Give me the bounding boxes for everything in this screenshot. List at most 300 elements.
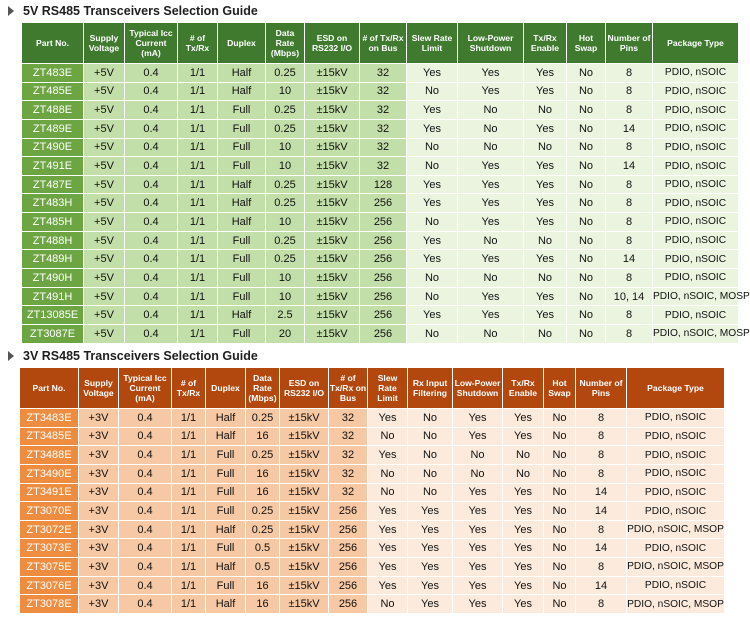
cell-slew-rate-limit: Yes bbox=[407, 176, 457, 194]
cell-number-of-pins: 8 bbox=[606, 194, 652, 212]
cell-of-tx-rx: 1/1 bbox=[178, 269, 217, 287]
cell-number-of-pins: 14 bbox=[576, 539, 626, 557]
cell-low-power-shutdown: No bbox=[453, 465, 502, 483]
cell-low-power-shutdown: Yes bbox=[458, 83, 523, 101]
column-header-of-tx-rx: # of Tx/Rx bbox=[172, 368, 205, 408]
table-row bbox=[20, 409, 724, 427]
table-row bbox=[22, 325, 738, 343]
guide-3v-title bbox=[8, 349, 258, 363]
table-row bbox=[20, 521, 724, 539]
column-header-part-no: Part No. bbox=[20, 368, 78, 408]
part-number-cell: ZT485H bbox=[22, 213, 83, 231]
cell-of-tx-rx-on-bus: 32 bbox=[360, 83, 406, 101]
cell-package-type: PDIO, nSOIC bbox=[627, 484, 724, 502]
cell-rx-input-filtering: Yes bbox=[408, 558, 452, 576]
column-header-esd-on-rs232-i-o: ESD on RS232 I/O bbox=[305, 23, 359, 63]
cell-typical-icc-current-ma: 0.4 bbox=[119, 595, 171, 613]
cell-low-power-shutdown: No bbox=[458, 232, 523, 250]
table-row bbox=[22, 288, 738, 306]
cell-tx-rx-enable: Yes bbox=[524, 64, 566, 82]
cell-of-tx-rx: 1/1 bbox=[178, 101, 217, 119]
cell-supply-voltage: +5V bbox=[84, 139, 124, 157]
cell-esd-on-rs232-i-o: ±15kV bbox=[280, 521, 328, 539]
cell-supply-voltage: +5V bbox=[84, 83, 124, 101]
cell-package-type: PDIO, nSOIC bbox=[653, 139, 738, 157]
cell-number-of-pins: 14 bbox=[606, 157, 652, 175]
cell-slew-rate-limit: No bbox=[407, 213, 457, 231]
cell-hot-swap: No bbox=[567, 157, 605, 175]
cell-number-of-pins: 8 bbox=[576, 465, 626, 483]
table-header-row bbox=[20, 368, 724, 408]
cell-number-of-pins: 8 bbox=[606, 176, 652, 194]
cell-duplex: Half bbox=[218, 83, 265, 101]
cell-of-tx-rx: 1/1 bbox=[178, 64, 217, 82]
cell-data-rate-mbps: 0.25 bbox=[266, 232, 304, 250]
cell-low-power-shutdown: No bbox=[458, 101, 523, 119]
cell-hot-swap: No bbox=[567, 120, 605, 138]
cell-supply-voltage: +5V bbox=[84, 288, 124, 306]
cell-low-power-shutdown: Yes bbox=[458, 194, 523, 212]
cell-esd-on-rs232-i-o: ±15kV bbox=[305, 232, 359, 250]
cell-hot-swap: No bbox=[544, 484, 575, 502]
cell-package-type: PDIO, nSOIC bbox=[653, 120, 738, 138]
cell-hot-swap: No bbox=[544, 521, 575, 539]
table-row bbox=[22, 157, 738, 175]
cell-duplex: Half bbox=[218, 64, 265, 82]
part-number-cell: ZT489E bbox=[22, 120, 83, 138]
cell-hot-swap: No bbox=[567, 250, 605, 268]
table-row bbox=[22, 269, 738, 287]
part-number-cell: ZT483H bbox=[22, 194, 83, 212]
column-header-hot-swap: Hot Swap bbox=[567, 23, 605, 63]
cell-esd-on-rs232-i-o: ±15kV bbox=[280, 428, 328, 446]
cell-supply-voltage: +5V bbox=[84, 232, 124, 250]
cell-rx-input-filtering: Yes bbox=[408, 539, 452, 557]
cell-package-type: PDIO, nSOIC bbox=[653, 101, 738, 119]
cell-number-of-pins: 8 bbox=[606, 139, 652, 157]
cell-hot-swap: No bbox=[544, 539, 575, 557]
cell-of-tx-rx-on-bus: 256 bbox=[360, 306, 406, 324]
cell-supply-voltage: +3V bbox=[79, 521, 118, 539]
cell-tx-rx-enable: Yes bbox=[524, 194, 566, 212]
cell-data-rate-mbps: 16 bbox=[246, 595, 279, 613]
cell-number-of-pins: 14 bbox=[576, 484, 626, 502]
cell-package-type: PDIO, nSOIC bbox=[653, 250, 738, 268]
table-row bbox=[20, 558, 724, 576]
cell-number-of-pins: 8 bbox=[606, 325, 652, 343]
table-row bbox=[22, 83, 738, 101]
cell-duplex: Full bbox=[206, 465, 245, 483]
cell-of-tx-rx: 1/1 bbox=[172, 465, 205, 483]
cell-slew-rate-limit: No bbox=[407, 269, 457, 287]
cell-of-tx-rx: 1/1 bbox=[172, 446, 205, 464]
cell-package-type: PDIO, nSOIC, MOSP bbox=[653, 325, 738, 343]
cell-number-of-pins: 14 bbox=[576, 577, 626, 595]
cell-of-tx-rx-on-bus: 256 bbox=[360, 250, 406, 268]
cell-typical-icc-current-ma: 0.4 bbox=[125, 139, 177, 157]
cell-data-rate-mbps: 16 bbox=[246, 577, 279, 595]
cell-of-tx-rx: 1/1 bbox=[178, 213, 217, 231]
cell-number-of-pins: 8 bbox=[576, 558, 626, 576]
cell-package-type: PDIO, nSOIC bbox=[627, 539, 724, 557]
table-row bbox=[22, 250, 738, 268]
cell-data-rate-mbps: 0.25 bbox=[266, 194, 304, 212]
cell-duplex: Half bbox=[218, 306, 265, 324]
cell-supply-voltage: +5V bbox=[84, 325, 124, 343]
cell-esd-on-rs232-i-o: ±15kV bbox=[280, 539, 328, 557]
cell-rx-input-filtering: Yes bbox=[408, 595, 452, 613]
cell-number-of-pins: 8 bbox=[576, 446, 626, 464]
cell-number-of-pins: 8 bbox=[576, 595, 626, 613]
part-number-cell: ZT483E bbox=[22, 64, 83, 82]
cell-esd-on-rs232-i-o: ±15kV bbox=[305, 269, 359, 287]
cell-typical-icc-current-ma: 0.4 bbox=[125, 194, 177, 212]
cell-tx-rx-enable: Yes bbox=[524, 250, 566, 268]
cell-supply-voltage: +3V bbox=[79, 558, 118, 576]
part-number-cell: ZT490E bbox=[22, 139, 83, 157]
cell-typical-icc-current-ma: 0.4 bbox=[119, 521, 171, 539]
cell-supply-voltage: +3V bbox=[79, 428, 118, 446]
cell-tx-rx-enable: Yes bbox=[503, 558, 543, 576]
cell-of-tx-rx: 1/1 bbox=[178, 306, 217, 324]
cell-low-power-shutdown: No bbox=[458, 269, 523, 287]
cell-esd-on-rs232-i-o: ±15kV bbox=[280, 465, 328, 483]
cell-data-rate-mbps: 10 bbox=[266, 157, 304, 175]
cell-supply-voltage: +5V bbox=[84, 176, 124, 194]
cell-low-power-shutdown: No bbox=[458, 139, 523, 157]
cell-data-rate-mbps: 0.5 bbox=[246, 558, 279, 576]
cell-hot-swap: No bbox=[544, 558, 575, 576]
cell-data-rate-mbps: 10 bbox=[266, 288, 304, 306]
cell-of-tx-rx: 1/1 bbox=[172, 577, 205, 595]
cell-tx-rx-enable: Yes bbox=[503, 428, 543, 446]
cell-duplex: Half bbox=[218, 176, 265, 194]
cell-data-rate-mbps: 0.5 bbox=[246, 539, 279, 557]
column-header-hot-swap: Hot Swap bbox=[544, 368, 575, 408]
cell-number-of-pins: 14 bbox=[606, 250, 652, 268]
cell-data-rate-mbps: 10 bbox=[266, 139, 304, 157]
column-header-number-of-pins: Number of Pins bbox=[576, 368, 626, 408]
cell-esd-on-rs232-i-o: ±15kV bbox=[305, 306, 359, 324]
cell-typical-icc-current-ma: 0.4 bbox=[125, 250, 177, 268]
cell-low-power-shutdown: Yes bbox=[453, 409, 502, 427]
table-row bbox=[22, 176, 738, 194]
cell-tx-rx-enable: Yes bbox=[524, 288, 566, 306]
cell-supply-voltage: +3V bbox=[79, 465, 118, 483]
cell-duplex: Full bbox=[218, 269, 265, 287]
cell-of-tx-rx: 1/1 bbox=[178, 325, 217, 343]
cell-tx-rx-enable: Yes bbox=[503, 595, 543, 613]
cell-hot-swap: No bbox=[544, 577, 575, 595]
cell-tx-rx-enable: No bbox=[503, 446, 543, 464]
part-number-cell: ZT3072E bbox=[20, 521, 78, 539]
cell-number-of-pins: 8 bbox=[576, 428, 626, 446]
cell-data-rate-mbps: 0.25 bbox=[266, 101, 304, 119]
cell-data-rate-mbps: 16 bbox=[246, 465, 279, 483]
cell-slew-rate-limit: Yes bbox=[407, 194, 457, 212]
part-number-cell: ZT3073E bbox=[20, 539, 78, 557]
cell-of-tx-rx: 1/1 bbox=[172, 502, 205, 520]
cell-of-tx-rx-on-bus: 32 bbox=[329, 409, 367, 427]
cell-rx-input-filtering: No bbox=[408, 409, 452, 427]
cell-of-tx-rx-on-bus: 32 bbox=[360, 64, 406, 82]
cell-package-type: PDIO, nSOIC bbox=[627, 446, 724, 464]
cell-duplex: Full bbox=[218, 101, 265, 119]
cell-tx-rx-enable: Yes bbox=[524, 176, 566, 194]
cell-tx-rx-enable: Yes bbox=[524, 213, 566, 231]
cell-tx-rx-enable: Yes bbox=[503, 409, 543, 427]
part-number-cell: ZT3490E bbox=[20, 465, 78, 483]
cell-slew-rate-limit: Yes bbox=[407, 306, 457, 324]
cell-of-tx-rx-on-bus: 256 bbox=[329, 502, 367, 520]
cell-supply-voltage: +5V bbox=[84, 213, 124, 231]
cell-of-tx-rx-on-bus: 256 bbox=[329, 577, 367, 595]
cell-number-of-pins: 8 bbox=[606, 306, 652, 324]
cell-number-of-pins: 8 bbox=[606, 83, 652, 101]
cell-supply-voltage: +5V bbox=[84, 306, 124, 324]
cell-of-tx-rx: 1/1 bbox=[178, 157, 217, 175]
cell-package-type: PDIO, nSOIC bbox=[653, 213, 738, 231]
table-row bbox=[20, 577, 724, 595]
part-number-cell: ZT487E bbox=[22, 176, 83, 194]
cell-package-type: PDIO, nSOIC bbox=[653, 176, 738, 194]
column-header-slew-rate-limit: Slew Rate Limit bbox=[407, 23, 457, 63]
table-row bbox=[20, 484, 724, 502]
cell-of-tx-rx-on-bus: 256 bbox=[360, 232, 406, 250]
cell-low-power-shutdown: No bbox=[453, 446, 502, 464]
column-header-tx-rx-enable: Tx/Rx Enable bbox=[524, 23, 566, 63]
cell-package-type: PDIO, nSOIC, MSOP bbox=[627, 595, 724, 613]
cell-package-type: PDIO, nSOIC bbox=[653, 306, 738, 324]
cell-package-type: PDIO, nSOIC bbox=[627, 428, 724, 446]
cell-esd-on-rs232-i-o: ±15kV bbox=[280, 595, 328, 613]
cell-esd-on-rs232-i-o: ±15kV bbox=[305, 139, 359, 157]
cell-number-of-pins: 10, 14 bbox=[606, 288, 652, 306]
column-header-duplex: Duplex bbox=[218, 23, 265, 63]
cell-data-rate-mbps: 2.5 bbox=[266, 306, 304, 324]
cell-number-of-pins: 8 bbox=[576, 521, 626, 539]
cell-slew-rate-limit: No bbox=[407, 157, 457, 175]
cell-rx-input-filtering: No bbox=[408, 465, 452, 483]
cell-hot-swap: No bbox=[567, 101, 605, 119]
cell-slew-rate-limit: No bbox=[407, 139, 457, 157]
cell-tx-rx-enable: No bbox=[503, 465, 543, 483]
cell-data-rate-mbps: 0.25 bbox=[246, 521, 279, 539]
cell-typical-icc-current-ma: 0.4 bbox=[119, 428, 171, 446]
cell-hot-swap: No bbox=[567, 194, 605, 212]
cell-esd-on-rs232-i-o: ±15kV bbox=[280, 502, 328, 520]
cell-data-rate-mbps: 10 bbox=[266, 83, 304, 101]
cell-package-type: PDIO, nSOIC, MSOP bbox=[627, 558, 724, 576]
cell-slew-rate-limit: Yes bbox=[368, 446, 407, 464]
cell-data-rate-mbps: 0.25 bbox=[266, 64, 304, 82]
cell-low-power-shutdown: No bbox=[458, 325, 523, 343]
cell-number-of-pins: 8 bbox=[606, 269, 652, 287]
part-number-cell: ZT3488E bbox=[20, 446, 78, 464]
cell-typical-icc-current-ma: 0.4 bbox=[119, 558, 171, 576]
cell-supply-voltage: +5V bbox=[84, 64, 124, 82]
cell-hot-swap: No bbox=[567, 288, 605, 306]
part-number-cell: ZT489H bbox=[22, 250, 83, 268]
cell-package-type: PDIO, nSOIC bbox=[653, 157, 738, 175]
cell-supply-voltage: +5V bbox=[84, 250, 124, 268]
cell-low-power-shutdown: Yes bbox=[453, 595, 502, 613]
cell-typical-icc-current-ma: 0.4 bbox=[119, 465, 171, 483]
cell-low-power-shutdown: Yes bbox=[458, 157, 523, 175]
cell-slew-rate-limit: No bbox=[407, 83, 457, 101]
part-number-cell: ZT3491E bbox=[20, 484, 78, 502]
cell-supply-voltage: +5V bbox=[84, 157, 124, 175]
table-row bbox=[20, 465, 724, 483]
table-row bbox=[20, 428, 724, 446]
cell-slew-rate-limit: Yes bbox=[368, 409, 407, 427]
cell-esd-on-rs232-i-o: ±15kV bbox=[280, 409, 328, 427]
cell-rx-input-filtering: No bbox=[408, 428, 452, 446]
cell-low-power-shutdown: Yes bbox=[458, 213, 523, 231]
column-header-package-type: Package Type bbox=[653, 23, 738, 63]
cell-low-power-shutdown: Yes bbox=[453, 558, 502, 576]
cell-typical-icc-current-ma: 0.4 bbox=[125, 306, 177, 324]
cell-esd-on-rs232-i-o: ±15kV bbox=[305, 101, 359, 119]
chevron-right-icon bbox=[8, 6, 14, 16]
cell-typical-icc-current-ma: 0.4 bbox=[119, 446, 171, 464]
cell-duplex: Full bbox=[206, 446, 245, 464]
cell-of-tx-rx: 1/1 bbox=[178, 120, 217, 138]
cell-duplex: Full bbox=[218, 250, 265, 268]
cell-slew-rate-limit: No bbox=[368, 428, 407, 446]
column-header-of-tx-rx-on-bus: # of Tx/Rx on Bus bbox=[360, 23, 406, 63]
cell-tx-rx-enable: Yes bbox=[524, 306, 566, 324]
cell-of-tx-rx-on-bus: 32 bbox=[360, 120, 406, 138]
cell-duplex: Full bbox=[218, 288, 265, 306]
cell-typical-icc-current-ma: 0.4 bbox=[125, 64, 177, 82]
cell-duplex: Half bbox=[206, 558, 245, 576]
cell-package-type: PDIO, nSOIC bbox=[627, 502, 724, 520]
guide-5v-title-text: 5V RS485 Transceivers Selection Guide bbox=[23, 4, 258, 18]
cell-of-tx-rx: 1/1 bbox=[172, 558, 205, 576]
cell-package-type: PDIO, nSOIC bbox=[653, 232, 738, 250]
cell-package-type: PDIO, nSOIC, MOSP bbox=[653, 288, 738, 306]
table-row bbox=[20, 595, 724, 613]
cell-esd-on-rs232-i-o: ±15kV bbox=[305, 194, 359, 212]
cell-of-tx-rx-on-bus: 32 bbox=[360, 139, 406, 157]
cell-typical-icc-current-ma: 0.4 bbox=[125, 120, 177, 138]
cell-hot-swap: No bbox=[544, 465, 575, 483]
cell-supply-voltage: +5V bbox=[84, 101, 124, 119]
cell-supply-voltage: +3V bbox=[79, 595, 118, 613]
cell-package-type: PDIO, nSOIC bbox=[627, 465, 724, 483]
cell-number-of-pins: 8 bbox=[606, 64, 652, 82]
column-header-rx-input-filtering: Rx Input Filtering bbox=[408, 368, 452, 408]
cell-of-tx-rx-on-bus: 32 bbox=[329, 484, 367, 502]
cell-slew-rate-limit: Yes bbox=[407, 120, 457, 138]
cell-tx-rx-enable: No bbox=[524, 325, 566, 343]
cell-supply-voltage: +3V bbox=[79, 446, 118, 464]
cell-low-power-shutdown: Yes bbox=[458, 288, 523, 306]
cell-esd-on-rs232-i-o: ±15kV bbox=[280, 446, 328, 464]
cell-rx-input-filtering: Yes bbox=[408, 502, 452, 520]
cell-slew-rate-limit: Yes bbox=[407, 232, 457, 250]
cell-hot-swap: No bbox=[544, 446, 575, 464]
column-header-esd-on-rs232-i-o: ESD on RS232 I/O bbox=[280, 368, 328, 408]
column-header-duplex: Duplex bbox=[206, 368, 245, 408]
cell-data-rate-mbps: 0.25 bbox=[246, 409, 279, 427]
column-header-data-rate-mbps: Data Rate (Mbps) bbox=[266, 23, 304, 63]
part-number-cell: ZT488H bbox=[22, 232, 83, 250]
cell-esd-on-rs232-i-o: ±15kV bbox=[305, 64, 359, 82]
part-number-cell: ZT491E bbox=[22, 157, 83, 175]
cell-supply-voltage: +5V bbox=[84, 120, 124, 138]
cell-slew-rate-limit: Yes bbox=[368, 521, 407, 539]
cell-slew-rate-limit: Yes bbox=[368, 558, 407, 576]
column-header-supply-voltage: Supply Voltage bbox=[84, 23, 124, 63]
cell-number-of-pins: 8 bbox=[576, 409, 626, 427]
part-number-cell: ZT3485E bbox=[20, 428, 78, 446]
cell-typical-icc-current-ma: 0.4 bbox=[125, 288, 177, 306]
cell-package-type: PDIO, nSOIC bbox=[653, 64, 738, 82]
cell-typical-icc-current-ma: 0.4 bbox=[125, 325, 177, 343]
cell-low-power-shutdown: Yes bbox=[453, 502, 502, 520]
column-header-typical-icc-current-ma: Typical Icc Current (mA) bbox=[119, 368, 171, 408]
cell-esd-on-rs232-i-o: ±15kV bbox=[305, 83, 359, 101]
part-number-cell: ZT13085E bbox=[22, 306, 83, 324]
part-number-cell: ZT491H bbox=[22, 288, 83, 306]
column-header-package-type: Package Type bbox=[627, 368, 724, 408]
cell-hot-swap: No bbox=[567, 139, 605, 157]
cell-duplex: Half bbox=[206, 521, 245, 539]
cell-typical-icc-current-ma: 0.4 bbox=[125, 83, 177, 101]
cell-of-tx-rx-on-bus: 256 bbox=[360, 288, 406, 306]
cell-package-type: PDIO, nSOIC bbox=[627, 409, 724, 427]
table-row bbox=[20, 539, 724, 557]
table-row bbox=[22, 139, 738, 157]
part-number-cell: ZT3075E bbox=[20, 558, 78, 576]
cell-of-tx-rx-on-bus: 256 bbox=[360, 213, 406, 231]
cell-hot-swap: No bbox=[567, 83, 605, 101]
cell-low-power-shutdown: Yes bbox=[453, 539, 502, 557]
cell-esd-on-rs232-i-o: ±15kV bbox=[305, 325, 359, 343]
column-header-low-power-shutdown: Low-Power Shutdown bbox=[453, 368, 502, 408]
part-number-cell: ZT3483E bbox=[20, 409, 78, 427]
cell-supply-voltage: +3V bbox=[79, 539, 118, 557]
cell-esd-on-rs232-i-o: ±15kV bbox=[305, 213, 359, 231]
cell-slew-rate-limit: Yes bbox=[368, 539, 407, 557]
part-number-cell: ZT3078E bbox=[20, 595, 78, 613]
cell-esd-on-rs232-i-o: ±15kV bbox=[280, 577, 328, 595]
cell-duplex: Full bbox=[206, 577, 245, 595]
cell-low-power-shutdown: No bbox=[458, 120, 523, 138]
cell-of-tx-rx-on-bus: 32 bbox=[360, 101, 406, 119]
cell-tx-rx-enable: Yes bbox=[503, 484, 543, 502]
cell-tx-rx-enable: No bbox=[524, 269, 566, 287]
cell-typical-icc-current-ma: 0.4 bbox=[125, 101, 177, 119]
column-header-low-power-shutdown: Low-Power Shutdown bbox=[458, 23, 523, 63]
cell-duplex: Full bbox=[206, 539, 245, 557]
cell-hot-swap: No bbox=[544, 409, 575, 427]
cell-rx-input-filtering: No bbox=[408, 484, 452, 502]
cell-slew-rate-limit: Yes bbox=[368, 502, 407, 520]
cell-tx-rx-enable: Yes bbox=[524, 120, 566, 138]
cell-supply-voltage: +5V bbox=[84, 194, 124, 212]
cell-hot-swap: No bbox=[567, 232, 605, 250]
cell-duplex: Half bbox=[206, 409, 245, 427]
cell-typical-icc-current-ma: 0.4 bbox=[125, 157, 177, 175]
cell-of-tx-rx: 1/1 bbox=[172, 484, 205, 502]
cell-number-of-pins: 8 bbox=[606, 101, 652, 119]
cell-hot-swap: No bbox=[567, 213, 605, 231]
cell-of-tx-rx-on-bus: 256 bbox=[360, 269, 406, 287]
cell-data-rate-mbps: 0.25 bbox=[266, 120, 304, 138]
